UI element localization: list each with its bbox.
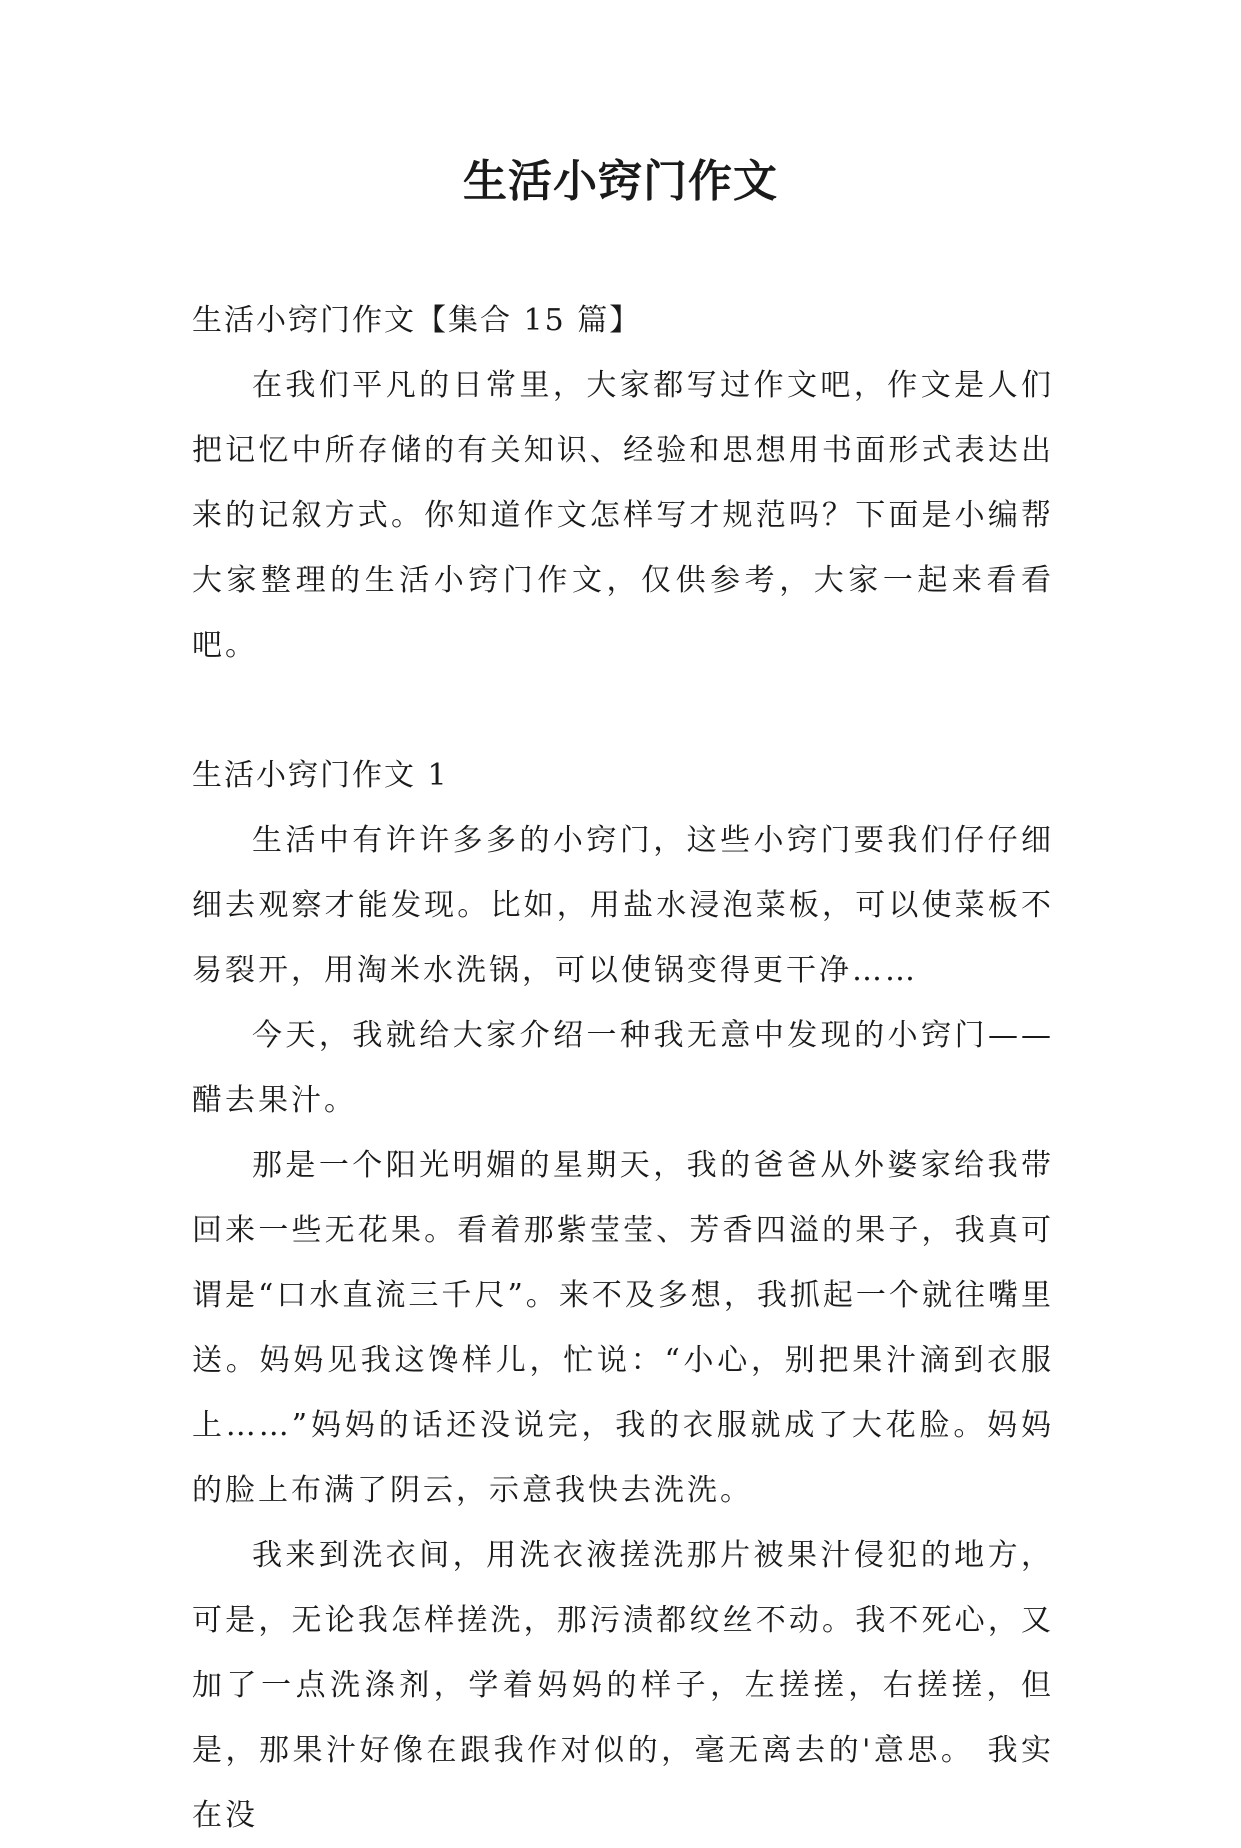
document-title: 生活小窍门作文	[463, 156, 778, 207]
essay-paragraph: 那是一个阳光明媚的星期天，我的爸爸从外婆家给我带回来一些无花果。看着那紫莹莹、芳香四溢的果子，我真可谓是“口水直流三千尺”。来不及多想，我抓起一个就往嘴里送。妈妈见我这馋样儿，忙说：“小心，别把果汁滴到衣服上……”妈妈的话还没说完，我的衣服就成了大花脸。妈妈的脸上布满了阴云，示意我快去洗洗。	[192, 1148, 1054, 1508]
document-body	[192, 288, 1054, 1848]
section-spacer	[192, 678, 1054, 743]
essay-paragraph: 今天，我就给大家介绍一种我无意中发现的小窍门——醋去果汁。	[192, 1018, 1054, 1118]
essay-paragraph: 生活中有许许多多的小窍门，这些小窍门要我们仔仔细细去观察才能发现。比如，用盐水浸泡菜板，可以使菜板不易裂开，用淘米水洗锅，可以使锅变得更干净……	[192, 823, 1054, 988]
essay-heading: 生活小窍门作文 1	[192, 758, 449, 793]
intro-heading: 生活小窍门作文【集合 15 篇】	[192, 303, 642, 338]
intro-paragraph: 在我们平凡的日常里，大家都写过作文吧，作文是人们把记忆中所存储的有关知识、经验和思想用书面形式表达出来的记叙方式。你知道作文怎样写才规范吗？下面是小编帮大家整理的生活小窍门作文，仅供参考，大家一起来看看吧。	[192, 368, 1054, 663]
essay-paragraph: 我来到洗衣间，用洗衣液搓洗那片被果汁侵犯的地方，可是，无论我怎样搓洗，那污渍都纹丝不动。我不死心，又加了一点洗涤剂，学着妈妈的样子，左搓搓，右搓搓，但是，那果汁好像在跟我作对似的，毫无离去的'意思。 我实在没	[192, 1538, 1054, 1833]
